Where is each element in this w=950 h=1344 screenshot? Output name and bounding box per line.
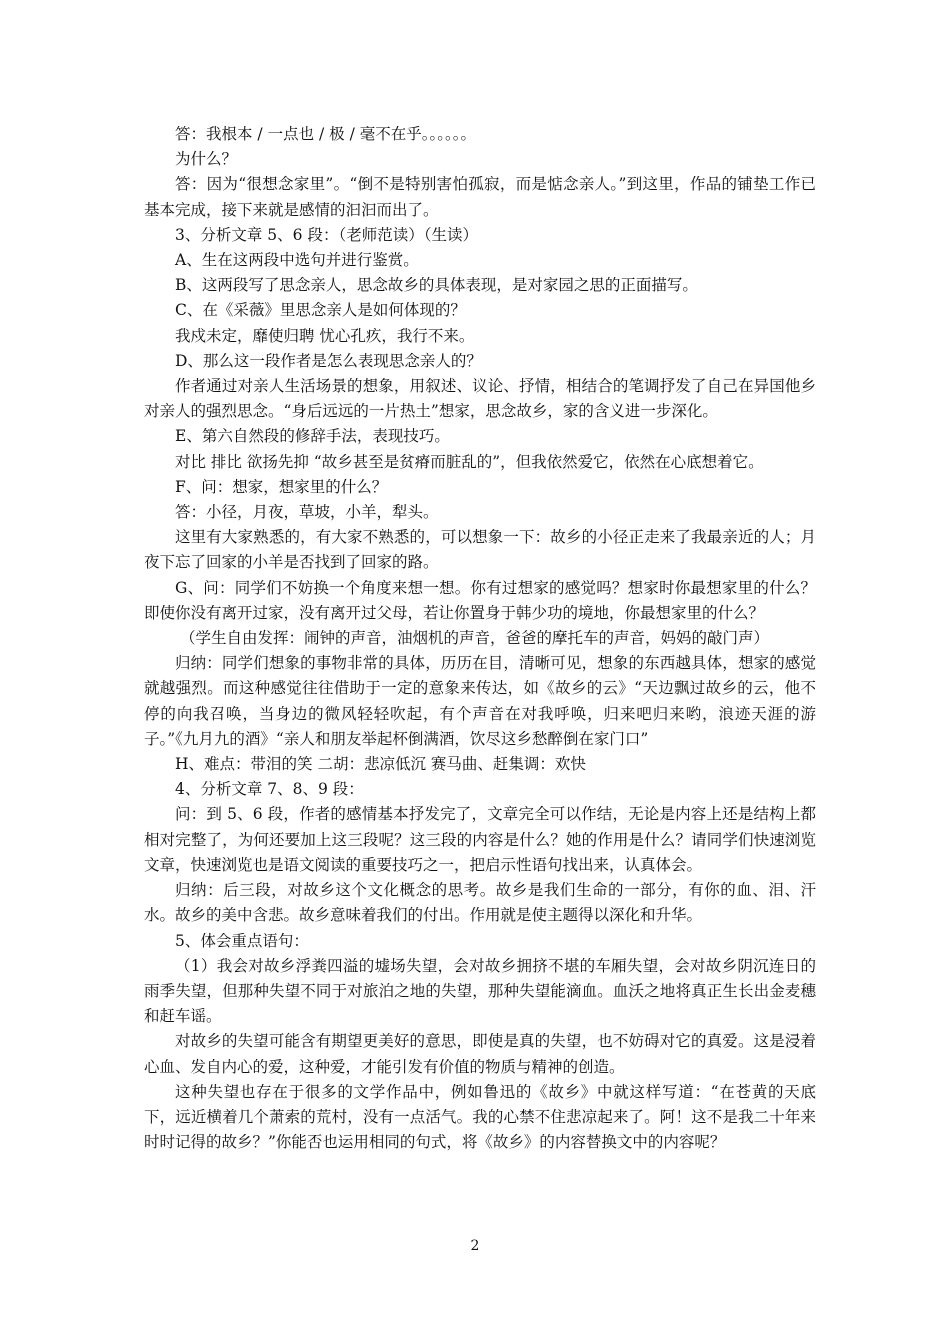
paragraph: 我戍未定，靡使归聘 忧心孔疚，我行不来。: [175, 326, 475, 345]
paragraph: 5、体会重点语句：: [175, 931, 309, 950]
paragraph: （1）我会对故乡浮粪四溢的墟场失望，会对故乡拥挤不堪的车厢失望，会对故乡阴沉连日的雨季失望，但那种失望不同于对旅泊之地的失望，那种失望能滴血。血沃之地将真正生长出金麦穗和赶车谣。: [144, 956, 816, 1026]
paragraph: 问：到 5、6 段，作者的感情基本抒发完了，文章完全可以作结，无论是内容上还是结构上都相对完整了，为何还要加上这三段呢？这三段的内容是什么？她的作用是什么？请同学们快速浏览文章，快速浏览也是语文阅读的重要技巧之一，把启示性语句找出来，认真体会。: [144, 805, 816, 874]
paragraph: （学生自由发挥：闹钟的声音，油烟机的声音，爸爸的摩托车的声音，妈妈的敲门声）: [180, 629, 770, 648]
paragraph: 这种失望也存在于很多的文学作品中，例如鲁迅的《故乡》中就这样写道：“在苍黄的天底下，远近横着几个萧索的荒村，没有一点活气。我的心禁不住悲凉起来了。阿！这不是我二十年来时时记得的故乡？”你能否也运用相同的句式，将《故乡》的内容替换文中的内容呢？: [144, 1082, 816, 1152]
paragraph: 归纳：同学们想象的事物非常的具体，历历在目，清晰可见，想象的东西越具体，想家的感觉就越强烈。而这种感觉往往借助于一定的意象来传达，如《故乡的云》“天边飘过故乡的云，他不停的向我召唤，当身边的微风轻轻吹起，有个声音在对我呼唤，归来吧归来哟，浪迹天涯的游子。”《九月九的酒》“亲人和朋友举起杯倒满酒，饮尽这乡愁醉倒在家门口”: [144, 654, 816, 748]
paragraph: C、在《采薇》里思念亲人是如何体现的？: [175, 301, 466, 320]
paragraph: D、那么这一段作者是怎么表现思念亲人的？: [175, 351, 482, 370]
page-number: 2: [470, 1238, 480, 1254]
paragraph: 答：小径，月夜，草坡，小羊，犁头。: [175, 503, 439, 522]
paragraph: 归纳：后三段，对故乡这个文化概念的思考。故乡是我们生命的一部分，有你的血、泪、汗水。故乡的美中含悲。故乡意味着我们的付出。作用就是使主题得以深化和升华。: [144, 881, 816, 925]
document-body: [144, 122, 816, 1155]
paragraph: 作者通过对亲人生活场景的想象，用叙述、议论、抒情，相结合的笔调抒发了自己在异国他乡对亲人的强烈思念。“身后远远的一片热土”想家，思念故乡，家的含义进一步深化。: [144, 377, 816, 421]
paragraph: 3、分析文章 5、6 段：（老师范读）（生读）: [175, 225, 478, 244]
paragraph: 对故乡的失望可能含有期望更美好的意思，即使是真的失望，也不妨碍对它的真爱。这是浸着心血、发自内心的爱，这种爱，才能引发有价值的物质与精神的创造。: [144, 1032, 816, 1076]
paragraph: G、问：同学们不妨换一个角度来想一想。你有过想家的感觉吗？想家时你最想家里的什么？即使你没有离开过家，没有离开过父母，若让你置身于韩少功的境地，你最想家里的什么？: [144, 578, 816, 622]
paragraph: H、难点：带泪的笑 二胡：悲凉低沉 赛马曲、赶集调：欢快: [175, 755, 586, 774]
paragraph: A、生在这两段中选句并进行鉴赏。: [175, 251, 419, 270]
paragraph: 答：因为“很想念家里”。“倒不是特别害怕孤寂，而是惦念亲人。”到这里，作品的铺垫工作已基本完成，接下来就是感情的汩汩而出了。: [144, 175, 816, 219]
paragraph: 对比 排比 欲扬先抑 “故乡甚至是贫瘠而脏乱的”，但我依然爱它，依然在心底想着它。: [175, 452, 764, 471]
paragraph: 答：我根本 / 一点也 / 极 / 毫不在乎。。。。。。: [175, 125, 476, 143]
paragraph: 为什么？: [175, 150, 238, 169]
paragraph: 这里有大家熟悉的，有大家不熟悉的，可以想象一下：故乡的小径正走来了我最亲近的人；月夜下忘了回家的小羊是否找到了回家的路。: [144, 528, 816, 572]
paragraph: F、问：想家，想家里的什么？: [175, 477, 388, 496]
paragraph: 4、分析文章 7、8、9 段：: [175, 780, 364, 799]
paragraph: E、第六自然段的修辞手法，表现技巧。: [175, 427, 450, 446]
paragraph: B、这两段写了思念亲人，思念故乡的具体表现，是对家园之思的正面描写。: [175, 276, 698, 295]
